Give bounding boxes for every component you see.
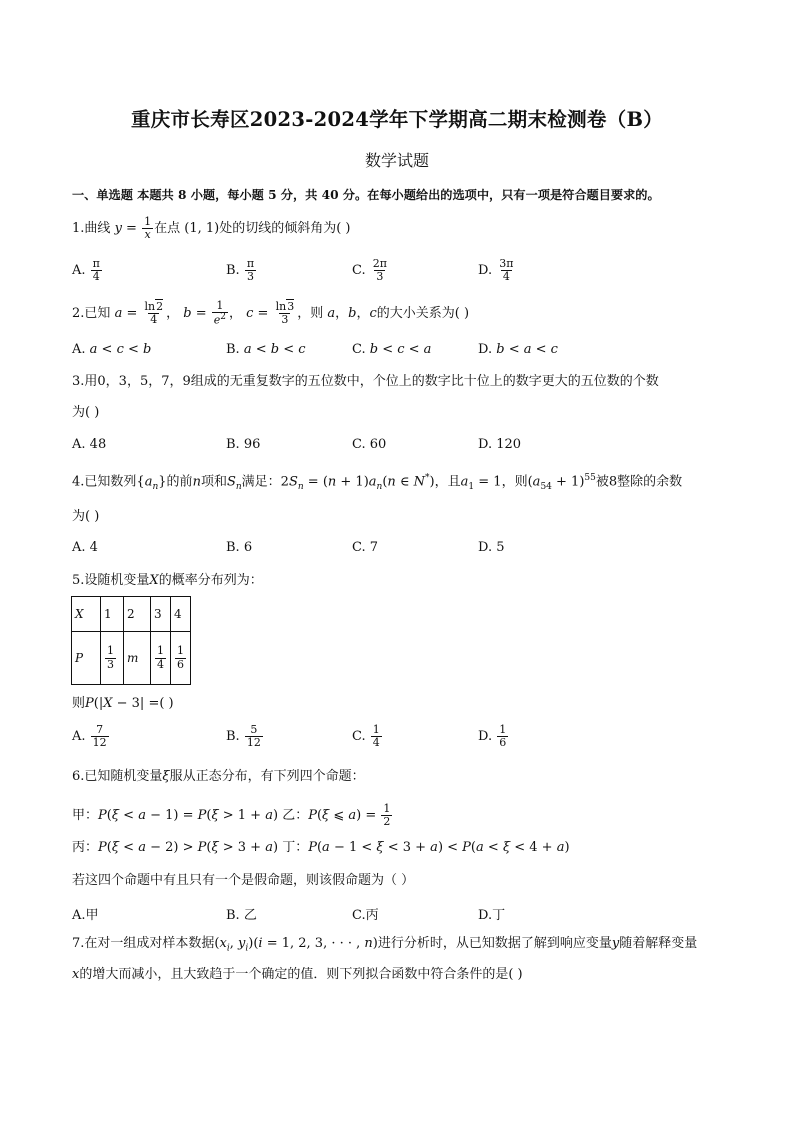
question-4: 4.已知数列$\{a_n\}$的前n项和$S_n$满足：$2S_n = (n + 1)a_n(n$ ∈ N*)，且$a_1 = 1$，则$(a_{54} + 1)^{55}$被8整除的余数 [72, 473, 683, 492]
question-3: 3.用0，3，5，7，9组成的无重复数字的五位数中，个位上的数字比十位上的数字更大的五位数的个数 [72, 374, 659, 389]
q1-option-c[interactable]: C. $\frac{2\pi}{3}$ [352, 257, 387, 284]
table-cell: $\frac{1}{6}$ [171, 632, 191, 685]
table-cell: 3 [151, 597, 171, 632]
q6-option-d[interactable]: D.丁 [478, 908, 506, 923]
page-title: 重庆市长寿区2023-2024学年下学期高二期末检测卷（B） [130, 108, 664, 131]
table-cell: P [72, 632, 101, 685]
table-cell: 4 [171, 597, 191, 632]
q4-option-d[interactable]: D. 5 [478, 540, 505, 555]
q5-option-d[interactable]: D. $\frac{1}{6}$ [478, 723, 507, 750]
q1-option-b[interactable]: B. $\frac{\pi}{3}$ [226, 257, 255, 284]
q3-option-b[interactable]: B. 96 [226, 437, 261, 452]
table-cell: X [72, 597, 101, 632]
question-5: 5.设随机变量X的概率分布列为： [72, 573, 263, 588]
question-2: 2.已知 a = $\frac{\ln 2}{4}$ ， b = $\frac{1}{e^2}$ ， c = $\frac{\ln 3}{3}$ ，则 a，b，c的大小关系为( ) [72, 299, 470, 327]
q5-option-c[interactable]: C. $\frac{1}{4}$ [352, 723, 380, 750]
section-heading: 一、单选题 本题共 8 小题，每小题 5 分，共 40 分。在每小题给出的选项中，只有一项是符合题目要求的。 [72, 188, 660, 202]
page-subtitle: 数学试题 [364, 151, 429, 170]
question-6-ask: 若这四个命题中有且只有一个是假命题，则该假命题为（ ） [72, 873, 415, 888]
table-cell: 1 [101, 597, 124, 632]
q1-option-d[interactable]: D. $\frac{3\pi}{4}$ [478, 257, 514, 284]
probability-table [71, 596, 191, 685]
q6-option-b[interactable]: B. 乙 [226, 908, 257, 923]
q2-option-b[interactable]: B. a < b < c [226, 342, 306, 357]
table-cell: m [124, 632, 151, 685]
question-5-ask: 则P(|X − 3| =( ) [72, 696, 174, 711]
question-1: 1.曲线 y = $\frac{1}{x}$ 在点 (1, 1)处的切线的倾斜角为( ) [72, 215, 351, 242]
question-6-statements-1: 甲：P(ξ < a − 1) = P(ξ > 1 + a) 乙：P(ξ ⩽ a) = $\frac{1}{2}$ [72, 802, 391, 829]
question-4-line2: 为( ) [72, 509, 100, 524]
q3-option-c[interactable]: C. 60 [352, 437, 387, 452]
question-7-line2: x的增大而减小，且大致趋于一个确定的值．则下列拟合函数中符合条件的是( ) [72, 967, 523, 982]
question-7: 7.在对一组成对样本数据($x_i$, $y_i)(i = 1$, 2, 3, · · · , n)进行分析时，从已知数据了解到响应变量y随着解释变量 [72, 936, 698, 954]
q5-option-b[interactable]: B. $\frac{5}{12}$ [226, 723, 261, 750]
question-6: 6.已知随机变量ξ服从正态分布，有下列四个命题： [72, 769, 365, 784]
q2-option-d[interactable]: D. b < a < c [478, 342, 558, 357]
q2-option-c[interactable]: C. b < c < a [352, 342, 432, 357]
q4-option-c[interactable]: C. 7 [352, 540, 379, 555]
q6-option-c[interactable]: C.丙 [352, 908, 379, 923]
q4-option-a[interactable]: A. 4 [72, 540, 98, 555]
table-cell: 2 [124, 597, 151, 632]
q3-option-a[interactable]: A. 48 [72, 437, 107, 452]
question-3-line2: 为( ) [72, 405, 100, 420]
question-6-statements-2: 丙：P(ξ < a − 2) > P(ξ > 3 + a) 丁：P(a − 1 < ξ < 3 + a) < P(a < ξ < 4 + a) [72, 840, 570, 855]
q5-option-a[interactable]: A. $\frac{7}{12}$ [72, 723, 107, 750]
q4-option-b[interactable]: B. 6 [226, 540, 253, 555]
table-cell: $\frac{1}{3}$ [101, 632, 124, 685]
q1-option-a[interactable]: A. $\frac{\pi}{4}$ [72, 257, 100, 284]
q3-option-d[interactable]: D. 120 [478, 437, 522, 452]
table-cell: $\frac{1}{4}$ [151, 632, 171, 685]
q6-option-a[interactable]: A.甲 [72, 908, 99, 923]
q2-option-a[interactable]: A. a < c < b [72, 342, 152, 357]
